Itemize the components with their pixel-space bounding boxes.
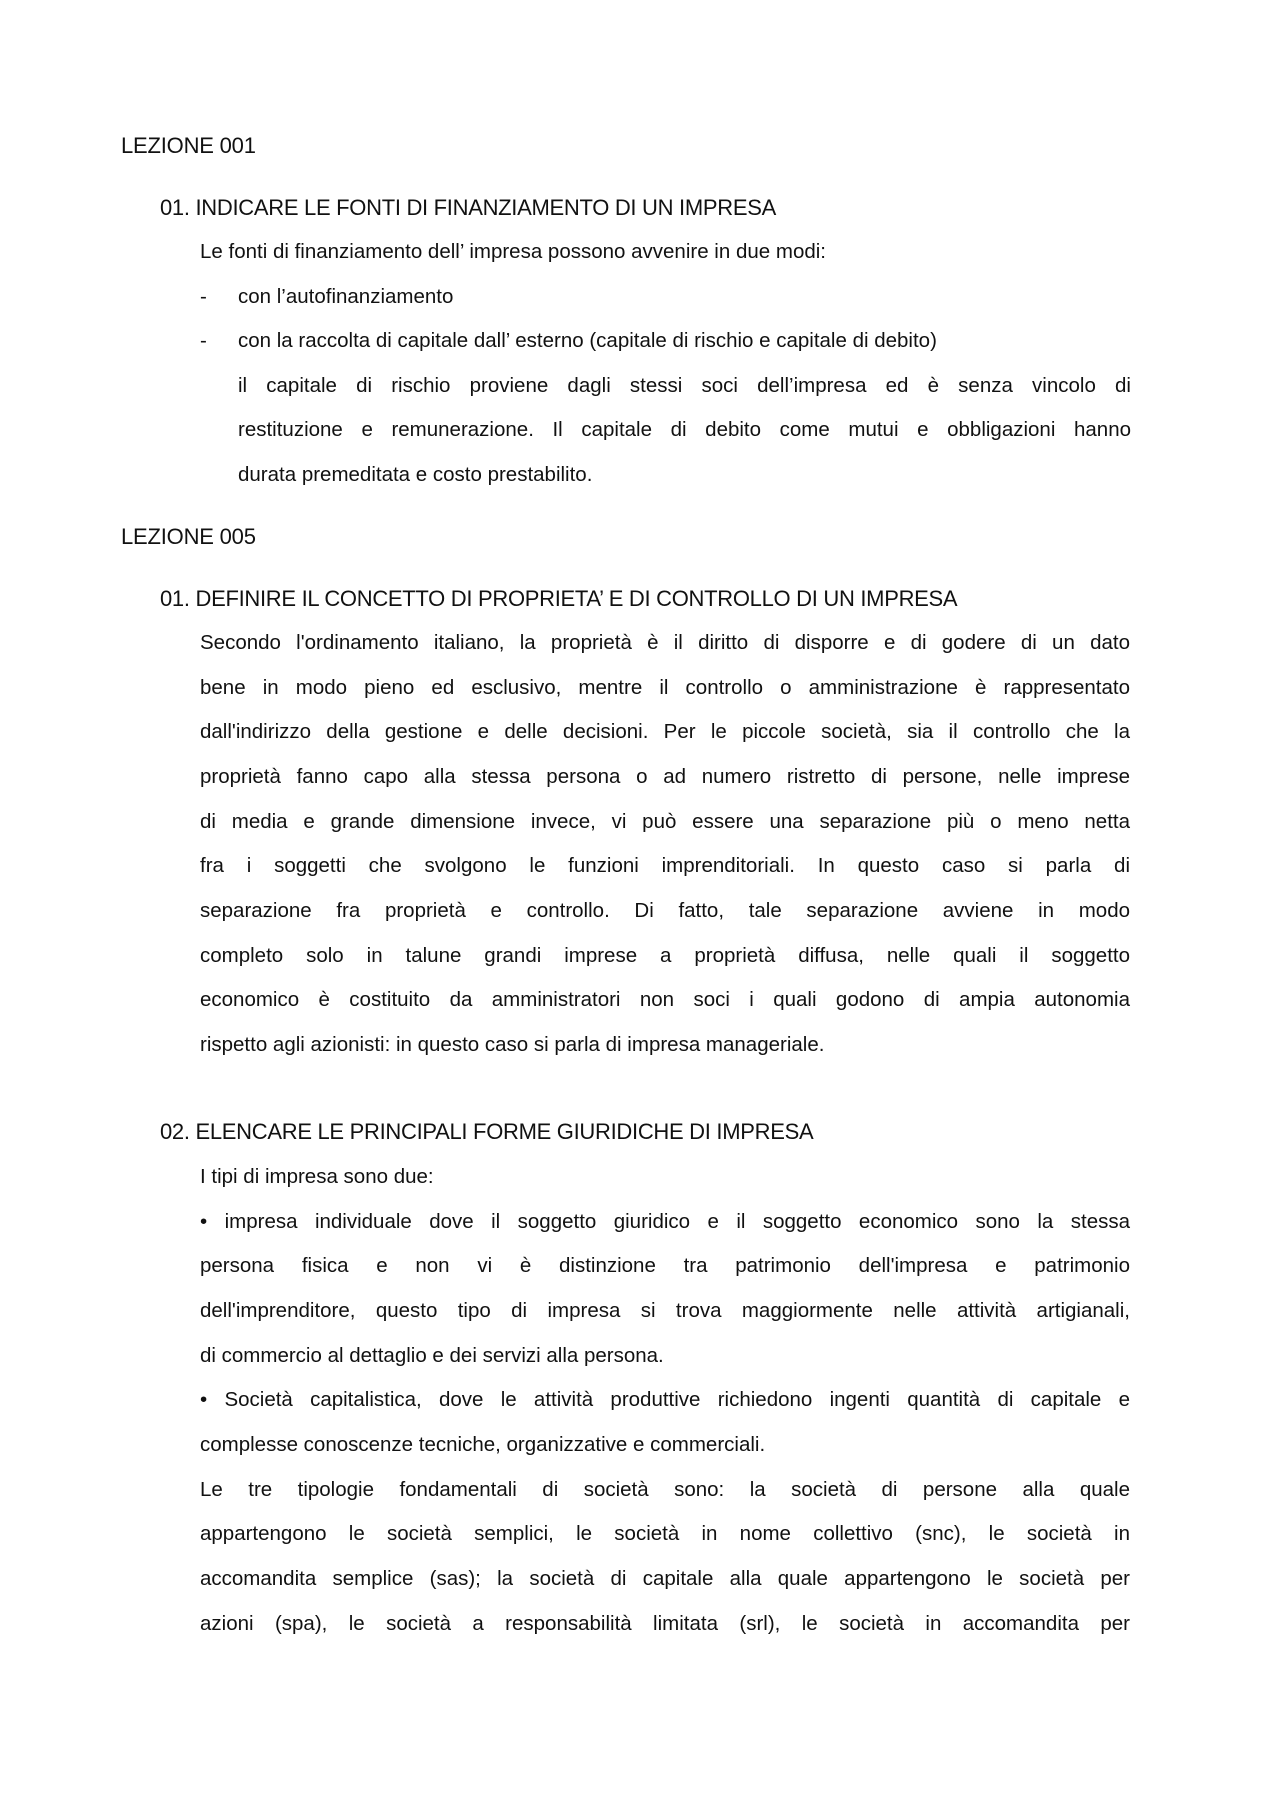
paragraph-line: rispetto agli azionisti: in questo caso si parla di impresa manageriale. bbox=[200, 1033, 825, 1056]
bullet-marker: - bbox=[200, 285, 207, 308]
paragraph-line: • impresa individuale dove il soggetto giuridico e il soggetto economico sono la stessa bbox=[200, 1210, 1130, 1233]
paragraph-line: di commercio al dettaglio e dei servizi alla persona. bbox=[200, 1344, 664, 1367]
paragraph-line: separazione fra proprietà e controllo. Di fatto, tale separazione avviene in modo bbox=[200, 899, 1130, 922]
lesson-heading: LEZIONE 001 bbox=[121, 133, 256, 158]
paragraph-line: fra i soggetti che svolgono le funzioni imprenditoriali. In questo caso si parla di bbox=[200, 854, 1130, 877]
lesson-heading: LEZIONE 005 bbox=[121, 524, 256, 549]
paragraph-line: Le tre tipologie fondamentali di società sono: la società di persone alla quale bbox=[200, 1478, 1130, 1501]
list-item: con l’autofinanziamento bbox=[238, 285, 454, 308]
paragraph-line: bene in modo pieno ed esclusivo, mentre il controllo o amministrazione è rappresentato bbox=[200, 676, 1130, 699]
paragraph-line: dall'indirizzo della gestione e delle decisioni. Per le piccole società, sia il controllo che la bbox=[200, 720, 1130, 743]
paragraph-line: azioni (spa), le società a responsabilità limitata (srl), le società in accomandita per bbox=[200, 1612, 1130, 1635]
question-title: 02. ELENCARE LE PRINCIPALI FORME GIURIDICHE DI IMPRESA bbox=[160, 1119, 814, 1144]
paragraph-line: economico è costituito da amministratori non soci i quali godono di ampia autonomia bbox=[200, 988, 1130, 1011]
paragraph-line: Secondo l'ordinamento italiano, la proprietà è il diritto di disporre e di godere di un dato bbox=[200, 631, 1130, 654]
list-item: con la raccolta di capitale dall’ esterno (capitale di rischio e capitale di debito) bbox=[238, 329, 937, 352]
paragraph-line: durata premeditata e costo prestabilito. bbox=[238, 463, 593, 486]
paragraph-line: completo solo in talune grandi imprese a proprietà diffusa, nelle quali il soggetto bbox=[200, 944, 1130, 967]
paragraph-line: proprietà fanno capo alla stessa persona o ad numero ristretto di persone, nelle imprese bbox=[200, 765, 1130, 788]
question-title: 01. INDICARE LE FONTI DI FINANZIAMENTO DI UN IMPRESA bbox=[160, 195, 776, 220]
paragraph-line: complesse conoscenze tecniche, organizzative e commerciali. bbox=[200, 1433, 766, 1456]
paragraph-line: I tipi di impresa sono due: bbox=[200, 1165, 434, 1188]
question-title: 01. DEFINIRE IL CONCETTO DI PROPRIETA’ E DI CONTROLLO DI UN IMPRESA bbox=[160, 586, 958, 611]
paragraph-line: restituzione e remunerazione. Il capitale di debito come mutui e obbligazioni hanno bbox=[238, 418, 1131, 441]
paragraph-line: dell'imprenditore, questo tipo di impresa si trova maggiormente nelle attività artigianali, bbox=[200, 1299, 1130, 1322]
question-intro: Le fonti di finanziamento dell’ impresa possono avvenire in due modi: bbox=[200, 240, 826, 263]
paragraph-line: accomandita semplice (sas); la società di capitale alla quale appartengono le società per bbox=[200, 1567, 1130, 1590]
paragraph-line: • Società capitalistica, dove le attività produttive richiedono ingenti quantità di capitale e bbox=[200, 1388, 1130, 1411]
paragraph-line: di media e grande dimensione invece, vi può essere una separazione più o meno netta bbox=[200, 810, 1130, 833]
bullet-marker: - bbox=[200, 329, 207, 352]
paragraph-line: persona fisica e non vi è distinzione tra patrimonio dell'impresa e patrimonio bbox=[200, 1254, 1130, 1277]
paragraph-line: il capitale di rischio proviene dagli stessi soci dell’impresa ed è senza vincolo di bbox=[238, 374, 1131, 397]
paragraph-line: appartengono le società semplici, le società in nome collettivo (snc), le società in bbox=[200, 1522, 1130, 1545]
